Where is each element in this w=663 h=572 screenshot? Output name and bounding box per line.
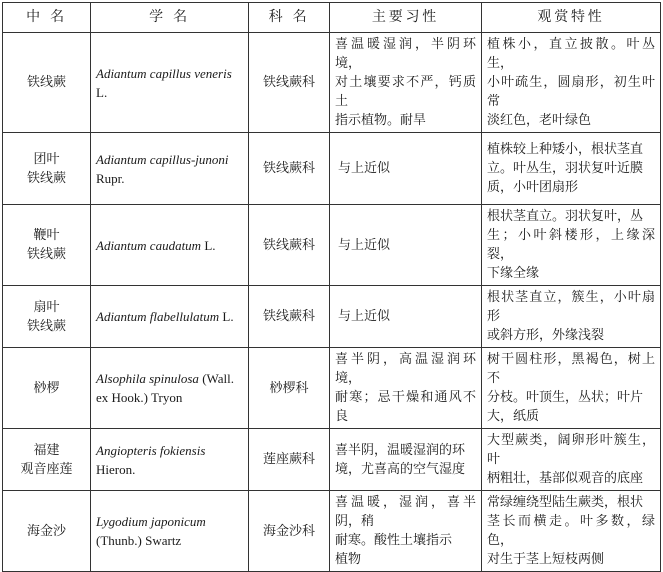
common-name-line: 团叶 — [33, 151, 60, 167]
ornamental-line: 小叶疏生，圆扇形，初生叶常 — [487, 75, 655, 109]
habit-line: 喜温暖湿润，半阴环境， — [335, 37, 476, 71]
common-name-line: 铁线蕨 — [26, 170, 66, 186]
ornamental-line: 树干圆柱形，黑褐色，树上不 — [487, 352, 655, 386]
ornamental-line: 分枝。叶顶生，丛状；叶片 — [487, 390, 644, 405]
habit-line: 喜半阴，高温湿润环境， — [335, 352, 476, 386]
cell-common-name — [3, 133, 91, 205]
common-name-line: 桫椤 — [33, 380, 60, 396]
scientific-name: Adiantum flabellulatum — [96, 309, 220, 324]
habit-line: 指示植物。耐旱 — [335, 113, 427, 128]
cell-habits — [330, 429, 482, 491]
habit-line: 喜温暖，湿润，喜半阴，稍 — [335, 495, 476, 529]
cell-ornamental — [482, 491, 661, 572]
habit-line: 与上近似 — [338, 161, 391, 176]
header-common-name: 中 名 — [3, 3, 91, 33]
cell-scientific-name — [91, 205, 249, 286]
common-name-line: 鞭叶 — [33, 228, 60, 243]
ornamental-line: 大型蕨类，阔卵形叶簇生，叶 — [487, 433, 655, 467]
scientific-author: Rupr. — [96, 170, 125, 186]
header-habits: 主要习性 — [330, 3, 482, 33]
header-scientific-name: 学 名 — [91, 3, 249, 33]
cell-common-name — [3, 33, 91, 133]
scientific-author: Hieron. — [96, 461, 136, 477]
ornamental-line: 大，纸质 — [487, 409, 540, 424]
cell-common-name — [3, 429, 91, 491]
scientific-author: (Thunb.) Swartz — [96, 533, 182, 548]
cell-scientific-name — [91, 491, 249, 572]
cell-family: 铁线蕨科 — [249, 33, 330, 133]
ornamental-line: 柄粗壮，基部似观音的底座 — [487, 471, 644, 486]
table-row — [3, 286, 661, 348]
cell-family: 铁线蕨科 — [249, 286, 330, 348]
habit-line: 与上近似 — [338, 237, 391, 253]
cell-family: 铁线蕨科 — [249, 133, 330, 205]
cell-ornamental — [482, 348, 661, 429]
cell-scientific-name — [91, 429, 249, 491]
cell-scientific-name — [91, 133, 249, 205]
cell-family: 莲座蕨科 — [249, 429, 330, 491]
scientific-name: Angiopteris fokiensis — [96, 442, 206, 458]
cell-common-name — [3, 205, 91, 286]
ornamental-line: 植株较上种矮小，根状茎直 — [487, 142, 644, 157]
scientific-name: Lygodium japonicum — [96, 514, 206, 529]
ornamental-line: 根状茎直立，簇生，小叶扇形 — [487, 290, 655, 324]
ornamental-line: 质，小叶团扇形 — [487, 180, 579, 195]
scientific-name: Adiantum capillus-junoni — [96, 151, 229, 167]
header-family: 科 名 — [249, 3, 330, 33]
cell-habits — [330, 286, 482, 348]
common-name-line: 福建 — [33, 442, 60, 458]
habit-line: 耐寒；忌干燥和通风不良 — [335, 390, 476, 424]
cell-habits — [330, 205, 482, 286]
header-row — [3, 3, 661, 33]
table-row — [3, 348, 661, 429]
ornamental-line: 淡红色，老叶绿色 — [487, 113, 592, 128]
cell-family: 海金沙科 — [249, 491, 330, 572]
ornamental-line: 下缘全缘 — [487, 266, 540, 281]
table-row — [3, 133, 661, 205]
habit-line: 耐寒。酸性土壤指示 — [335, 533, 453, 548]
scientific-author: L. — [96, 84, 108, 100]
scientific-author: L. — [222, 309, 234, 324]
plant-table — [2, 2, 661, 572]
habit-line: 对土壤要求不严，钙质土 — [335, 75, 476, 109]
cell-habits — [330, 133, 482, 205]
scientific-name: Alsophila spinulosa — [96, 371, 199, 386]
cell-ornamental — [482, 33, 661, 133]
table-row — [3, 33, 661, 133]
ornamental-line: 对生于茎上短枝两侧 — [487, 552, 605, 567]
cell-common-name — [3, 491, 91, 572]
ornamental-line: 或斜方形，外缘浅裂 — [487, 328, 605, 343]
scientific-name: Adiantum capillus veneris — [96, 65, 232, 81]
table-row — [3, 429, 661, 491]
ornamental-line: 植株小，直立披散。叶丛生， — [487, 37, 655, 71]
table-row — [3, 491, 661, 572]
cell-family: 桫椤科 — [249, 348, 330, 429]
cell-scientific-name — [91, 33, 249, 133]
common-name-line: 铁线蕨 — [26, 247, 66, 262]
cell-ornamental — [482, 429, 661, 491]
habit-line: 境，尤喜高的空气湿度 — [335, 461, 466, 477]
common-name-line: 扇叶 — [33, 299, 60, 315]
scientific-author: L. — [204, 237, 216, 253]
ornamental-line: 立。叶丛生，羽状复叶近膜 — [487, 161, 644, 176]
ornamental-line: 根状茎直立。羽状复叶，丛 — [487, 209, 644, 224]
cell-habits — [330, 348, 482, 429]
common-name-line: 铁线蕨 — [26, 75, 66, 90]
habit-line: 喜半阴，温暖湿润的环 — [335, 442, 466, 458]
cell-common-name — [3, 286, 91, 348]
habit-line: 与上近似 — [338, 309, 391, 324]
scientific-author: (Wall. ex Hook.) Tryon — [96, 371, 234, 405]
scientific-name: Adiantum caudatum — [96, 237, 202, 253]
cell-ornamental — [482, 133, 661, 205]
ornamental-line: 常绿缠绕型陆生蕨类，根状 — [487, 495, 644, 510]
common-name-line: 观音座莲 — [20, 461, 73, 477]
common-name-line: 铁线蕨 — [26, 318, 66, 334]
cell-scientific-name — [91, 286, 249, 348]
habit-line: 植物 — [335, 552, 362, 567]
cell-habits — [330, 33, 482, 133]
header-ornamental: 观赏特性 — [482, 3, 661, 33]
ornamental-line: 生；小叶斜楼形，上缘深裂， — [487, 228, 655, 262]
table-row — [3, 205, 661, 286]
cell-ornamental — [482, 205, 661, 286]
cell-ornamental — [482, 286, 661, 348]
cell-scientific-name — [91, 348, 249, 429]
cell-habits — [330, 491, 482, 572]
cell-family: 铁线蕨科 — [249, 205, 330, 286]
common-name-line: 海金沙 — [26, 523, 66, 539]
ornamental-line: 茎长而横走。叶多数，绿色， — [487, 514, 655, 548]
cell-common-name — [3, 348, 91, 429]
